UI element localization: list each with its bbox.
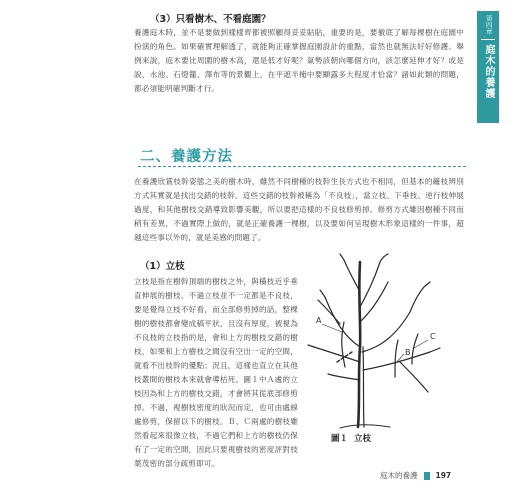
footer-accent-bar — [424, 472, 430, 480]
figure-label-a: A — [316, 316, 322, 325]
figure-caption-number: 圖１ — [331, 434, 349, 444]
footer-title: 庭木的養護 — [380, 471, 418, 480]
chapter-topic: 庭木的養護 — [483, 43, 494, 99]
section-3-paragraph: 養護庭木時，並不是要做到樣樣齊都被照顧得妥妥貼貼，重要的是，要徹底了解每棵樹在庭園中扮演的角色。如果確實理解透了，就能夠正確掌握庭園設計的重點，當然也就無法好好修護。舉例來說，庭木要比周圍的樹木高，還是低才好呢？氣勢該朝向哪個方向，該怎麼延伸才好？或是說，水池、石燈籠、澤布等的景觀上，在平遮半掩中要顯露多大程度才恰當？諸如此類的問題，都必須能明確判斷才行。 — [134, 28, 464, 93]
heading-dashed-rule — [138, 166, 466, 167]
figure-caption-text: 立枝 — [354, 434, 372, 444]
section-heading-care-methods: 二、養護方法 — [140, 149, 233, 165]
subsection-1-paragraph: 立枝是指在樹幹頂端的樹枝之外，與橫枝近乎垂直伸展的樹枝。不過立枝並不一定都是不良枝，要是覺得立枝不好看，而全部修剪掉的話，整棵樹的樹枝都會變成稿平狀，且沒有厚度，被視為不良枝的立枝指的是，會和上方的樹枝交錯的樹枝，如果和上方樹枝之間沒有空出一定的空間，就看不出枝幹的優點；況且，這樣也直立在其他枝叢間的樹枝本來就會導枯死。圖１中Ａ處的立枝因為和上方的樹枝交錯，才會將其從底部修剪掉。不過，視樹枝密度的狀況而定，也可由處線處修剪，保留以下的樹枝。Ｂ、Ｃ兩處的樹枝雖然看起來很像立枝，不過它們和上方的樹枝仍保有了一定的空間，因此只要視樹枝的密度評對枝葉茂密的部分疏剪即可。 — [134, 277, 298, 468]
figure-label-c: C — [430, 332, 436, 341]
page-number: 197 — [435, 471, 452, 480]
section-3-heading: （3）只看樹木、不看庭園？ — [150, 14, 271, 25]
chapter-label: 第四章 — [484, 15, 493, 35]
subsection-1-heading: （1）立枝 — [140, 261, 185, 272]
tree-branch-figure — [300, 252, 460, 432]
page-footer — [380, 470, 451, 481]
care-methods-paragraph: 在養護欣賞枝幹姿態之美的樹木時，雖然不同樹種的枝幹生長方式也不相同，但基本的籬枝辨別方式其實就是找出交錯的枝幹。這些交錯的枝幹被稱為「不良枝」，當立枝、下垂枝、逆行枝伸展過度，和其他樹枝交錯導致影響美觀，所以要把這樣的不良枝修剪掉。修剪方式雖因樹種不同而稍有差異，不過實際上做的，就是正確養護一棵樹，以及要如何呈現樹木形象這樣的一件事，超越這些事以外的，就是美感的問題了。 — [134, 177, 464, 242]
figure-label-b: B — [405, 348, 411, 357]
figure-caption — [331, 432, 371, 444]
chapter-side-tab — [477, 11, 499, 123]
tab-divider — [481, 39, 495, 40]
tree-illustration — [300, 252, 460, 432]
